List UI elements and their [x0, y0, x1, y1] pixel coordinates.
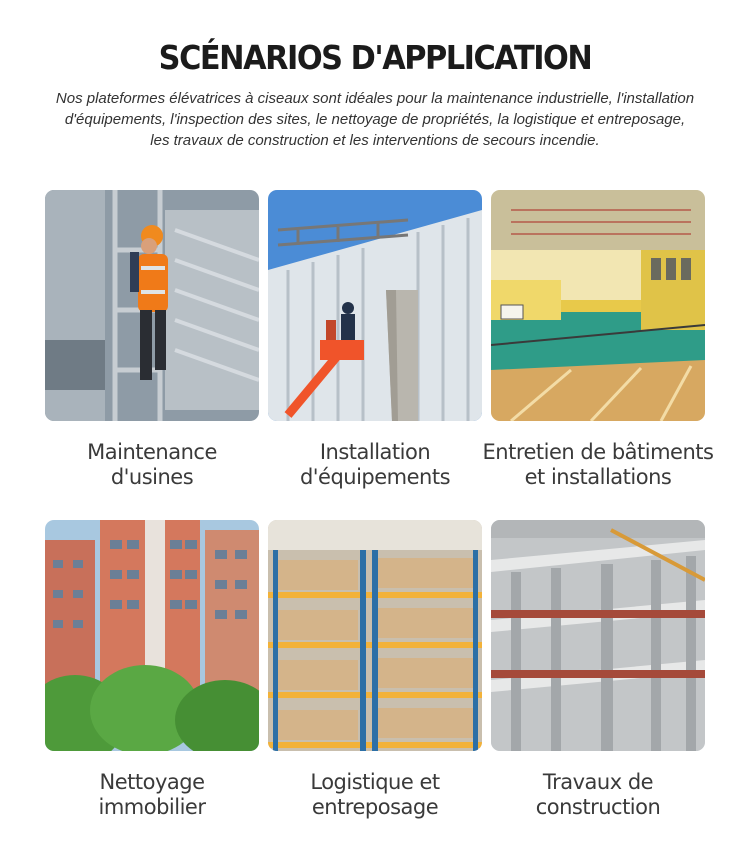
scenario-label-equipment-installation: Installation d'équipements: [299, 440, 451, 489]
scenario-card-construction-work[interactable]: [491, 520, 705, 751]
scenario-card-building-maintenance[interactable]: [491, 190, 705, 421]
scenario-label-building-maintenance: Entretien de bâtiments et installations: [482, 440, 714, 489]
construction-work-image: [491, 520, 705, 751]
logistics-warehouse-image: [268, 520, 482, 751]
building-maintenance-image: [491, 190, 705, 421]
scenario-card-property-cleaning[interactable]: [45, 520, 259, 751]
scenario-label-property-cleaning: Nettoyage immobilier: [98, 770, 206, 819]
scenario-card-logistics-warehouse[interactable]: [268, 520, 482, 751]
scenario-card-factory-maintenance[interactable]: [45, 190, 259, 421]
scenario-card-equipment-installation[interactable]: [268, 190, 482, 421]
scenario-label-construction-work: Travaux de construction: [535, 770, 661, 819]
scenario-label-logistics-warehouse: Logistique et entreposage: [310, 770, 440, 819]
page-title: SCÉNARIOS D'APPLICATION: [158, 38, 592, 77]
equipment-installation-image: [268, 190, 482, 421]
intro-paragraph: Nos plateformes élévatrices à ciseaux sont idéales pour la maintenance industrielle, l'installation d'équipements, l'inspection des sites, le nettoyage de propriétés, la logistique et entreposage, les travaux de construction et les interventions de secours incendie.: [55, 90, 695, 149]
factory-maintenance-image: [45, 190, 259, 421]
property-cleaning-image: [45, 520, 259, 751]
scenario-label-factory-maintenance: Maintenance d'usines: [87, 440, 217, 489]
